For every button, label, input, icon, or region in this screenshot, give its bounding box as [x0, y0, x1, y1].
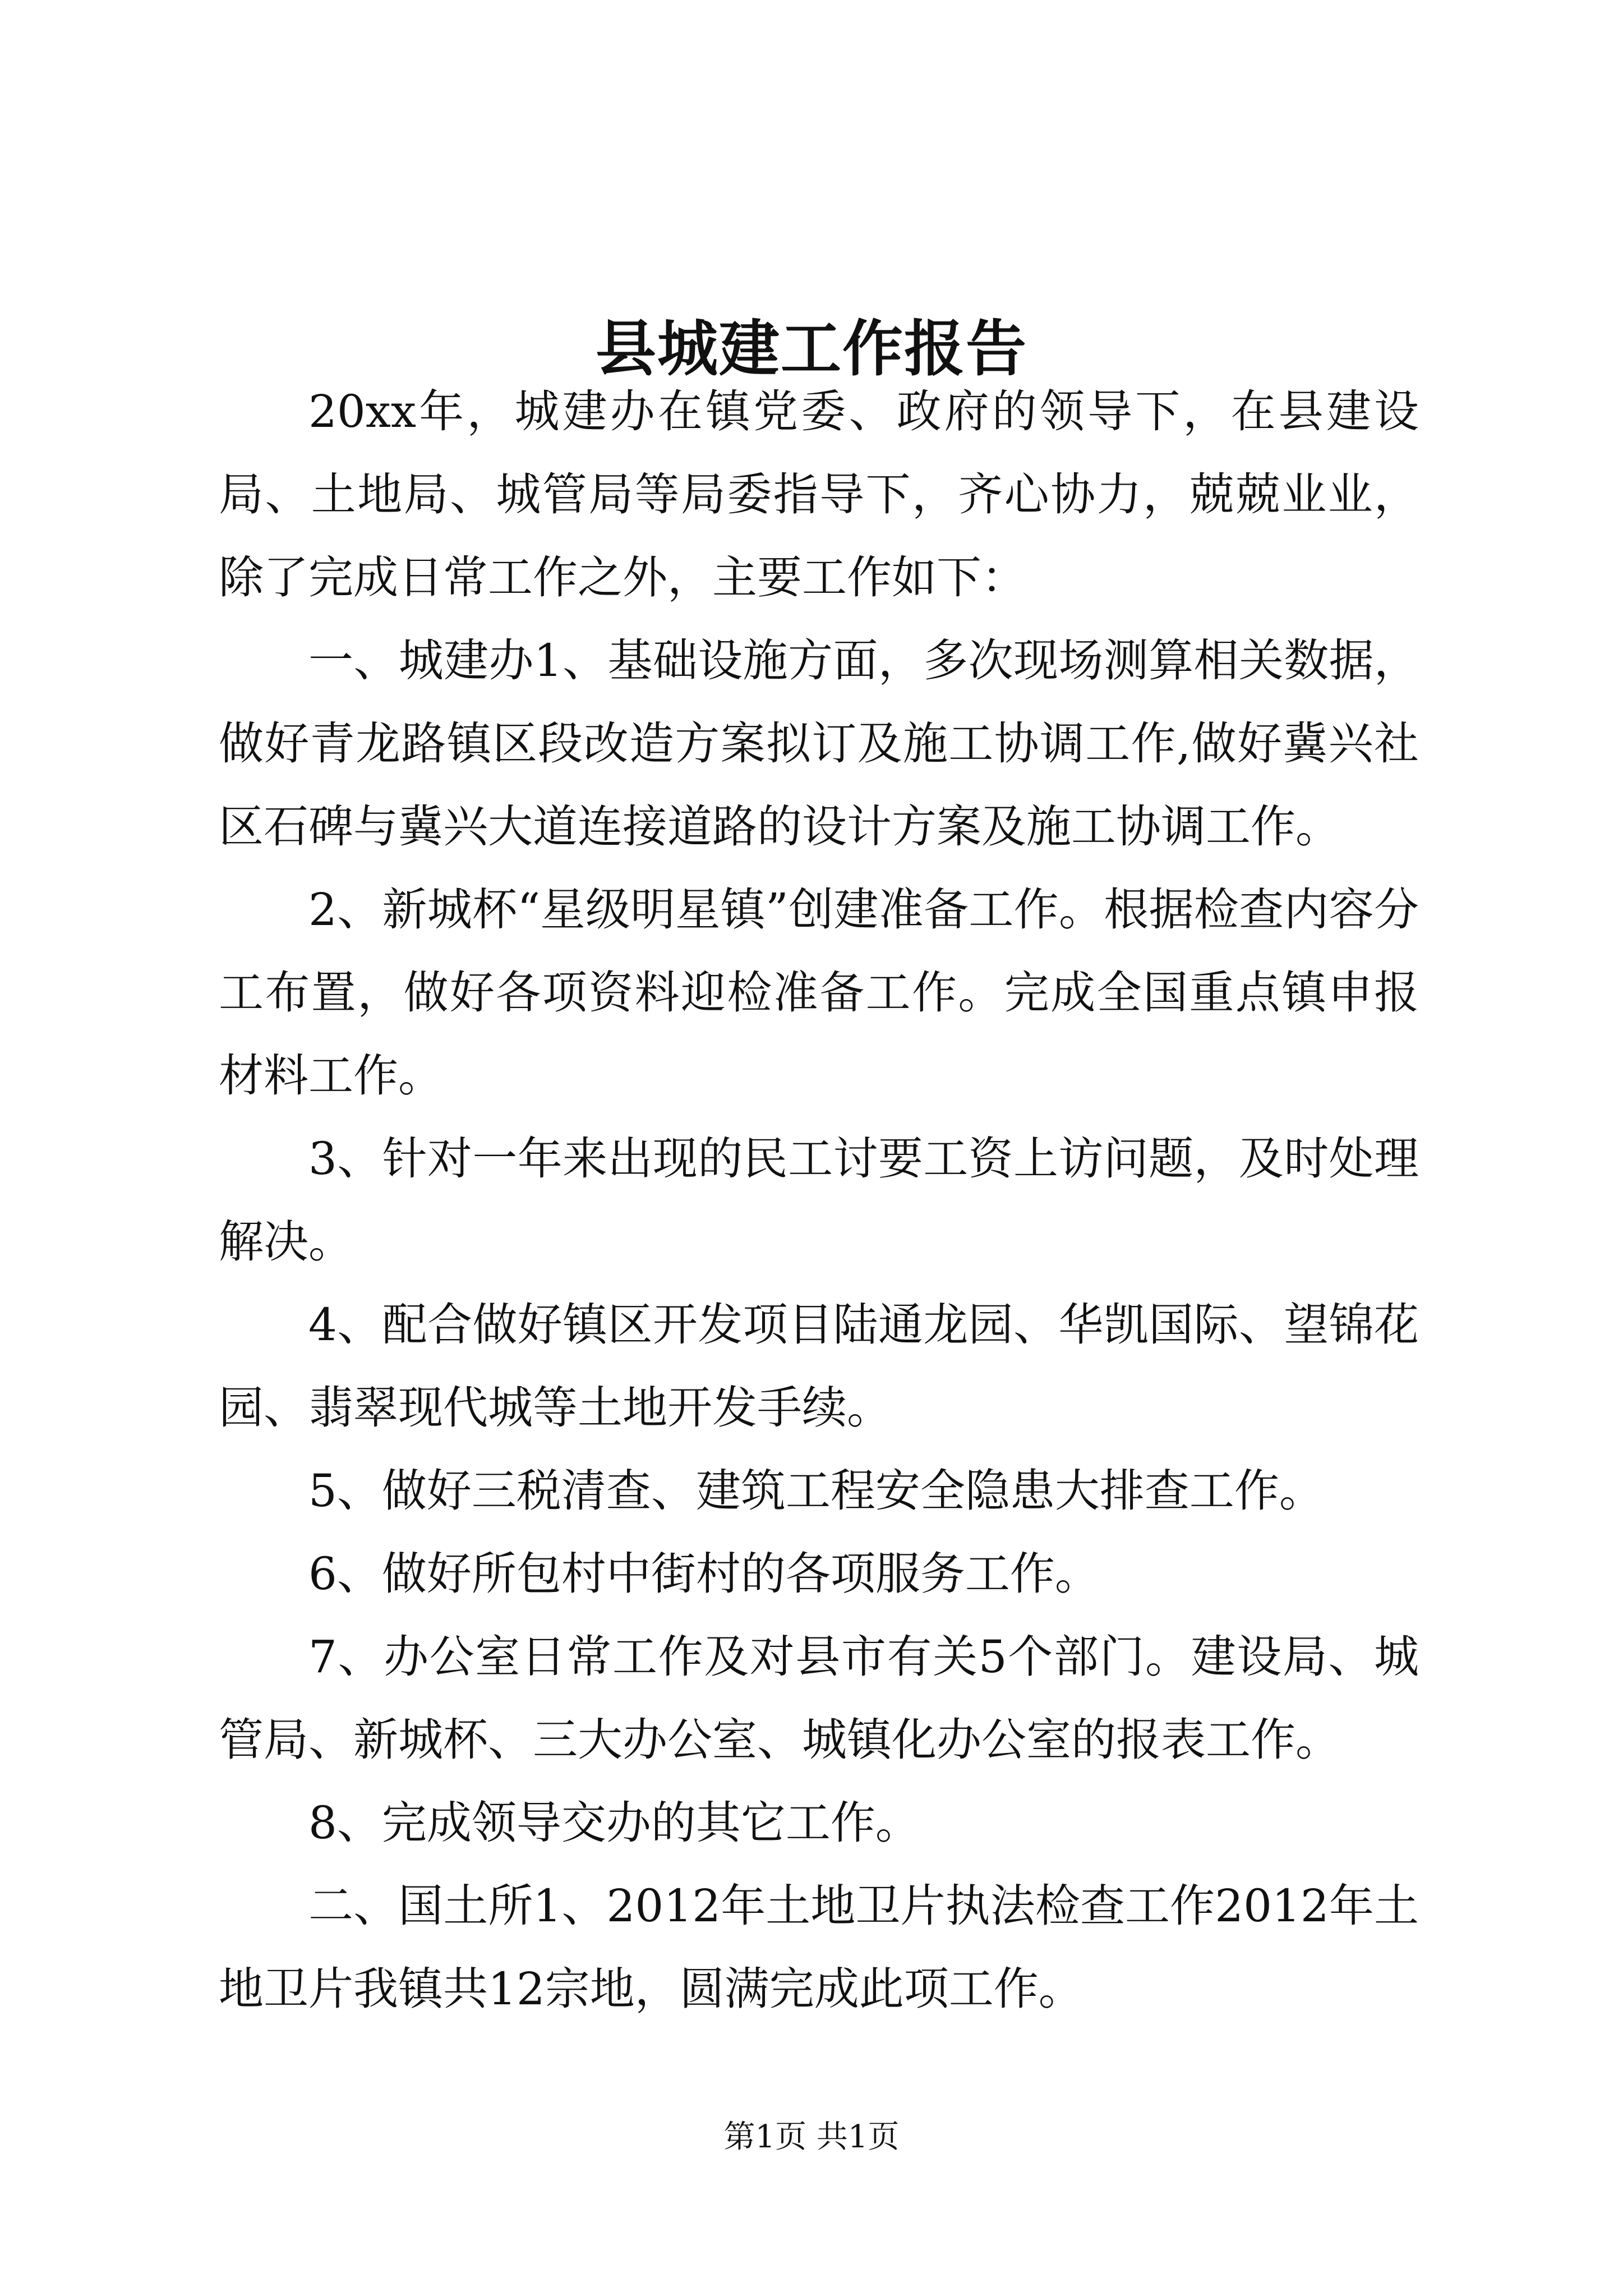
paragraph: 4、配合做好镇区开发项目陆通龙园、华凯国际、望锦花园、翡翠现代城等土地开发手续。	[219, 1299, 1419, 1434]
paragraph: 2、新城杯“星级明星镇”创建准备工作。根据检查内容分工布置，做好各项资料迎检准备工作。完成全国重点镇申报材料工作。	[219, 884, 1419, 1102]
paragraph: 一、城建办1、基础设施方面，多次现场测算相关数据，做好青龙路镇区段改造方案拟订及施工协调工作,做好冀兴社区石碑与冀兴大道连接道路的设计方案及施工协调工作。	[219, 634, 1419, 853]
paragraph: 3、针对一年来出现的民工讨要工资上访问题，及时处理解决。	[219, 1133, 1419, 1268]
paragraph: 5、做好三税清查、建筑工程安全隐患大排查工作。	[308, 1465, 1324, 1517]
paragraph: 二、国土所1、2012年土地卫片执法检查工作2012年土地卫片我镇共12宗地，圆满完成此项工作。	[219, 1880, 1419, 2015]
paragraph: 6、做好所包村中街村的各项服务工作。	[308, 1548, 1100, 1600]
document-title: 县城建工作报告	[595, 314, 1027, 385]
paragraph: 8、完成领导交办的其它工作。	[308, 1797, 920, 1849]
document-body	[219, 370, 1419, 2031]
page-number-footer: 第1页 共1页	[723, 2119, 900, 2155]
paragraph: 7、办公室日常工作及对县市有关5个部门。建设局、城管局、新城杯、三大办公室、城镇化办公室的报表工作。	[219, 1631, 1419, 1766]
paragraph: 20xx年，城建办在镇党委、政府的领导下，在县建设局、土地局、城管局等局委指导下，齐心协力，兢兢业业，除了完成日常工作之外，主要工作如下：	[219, 385, 1419, 604]
